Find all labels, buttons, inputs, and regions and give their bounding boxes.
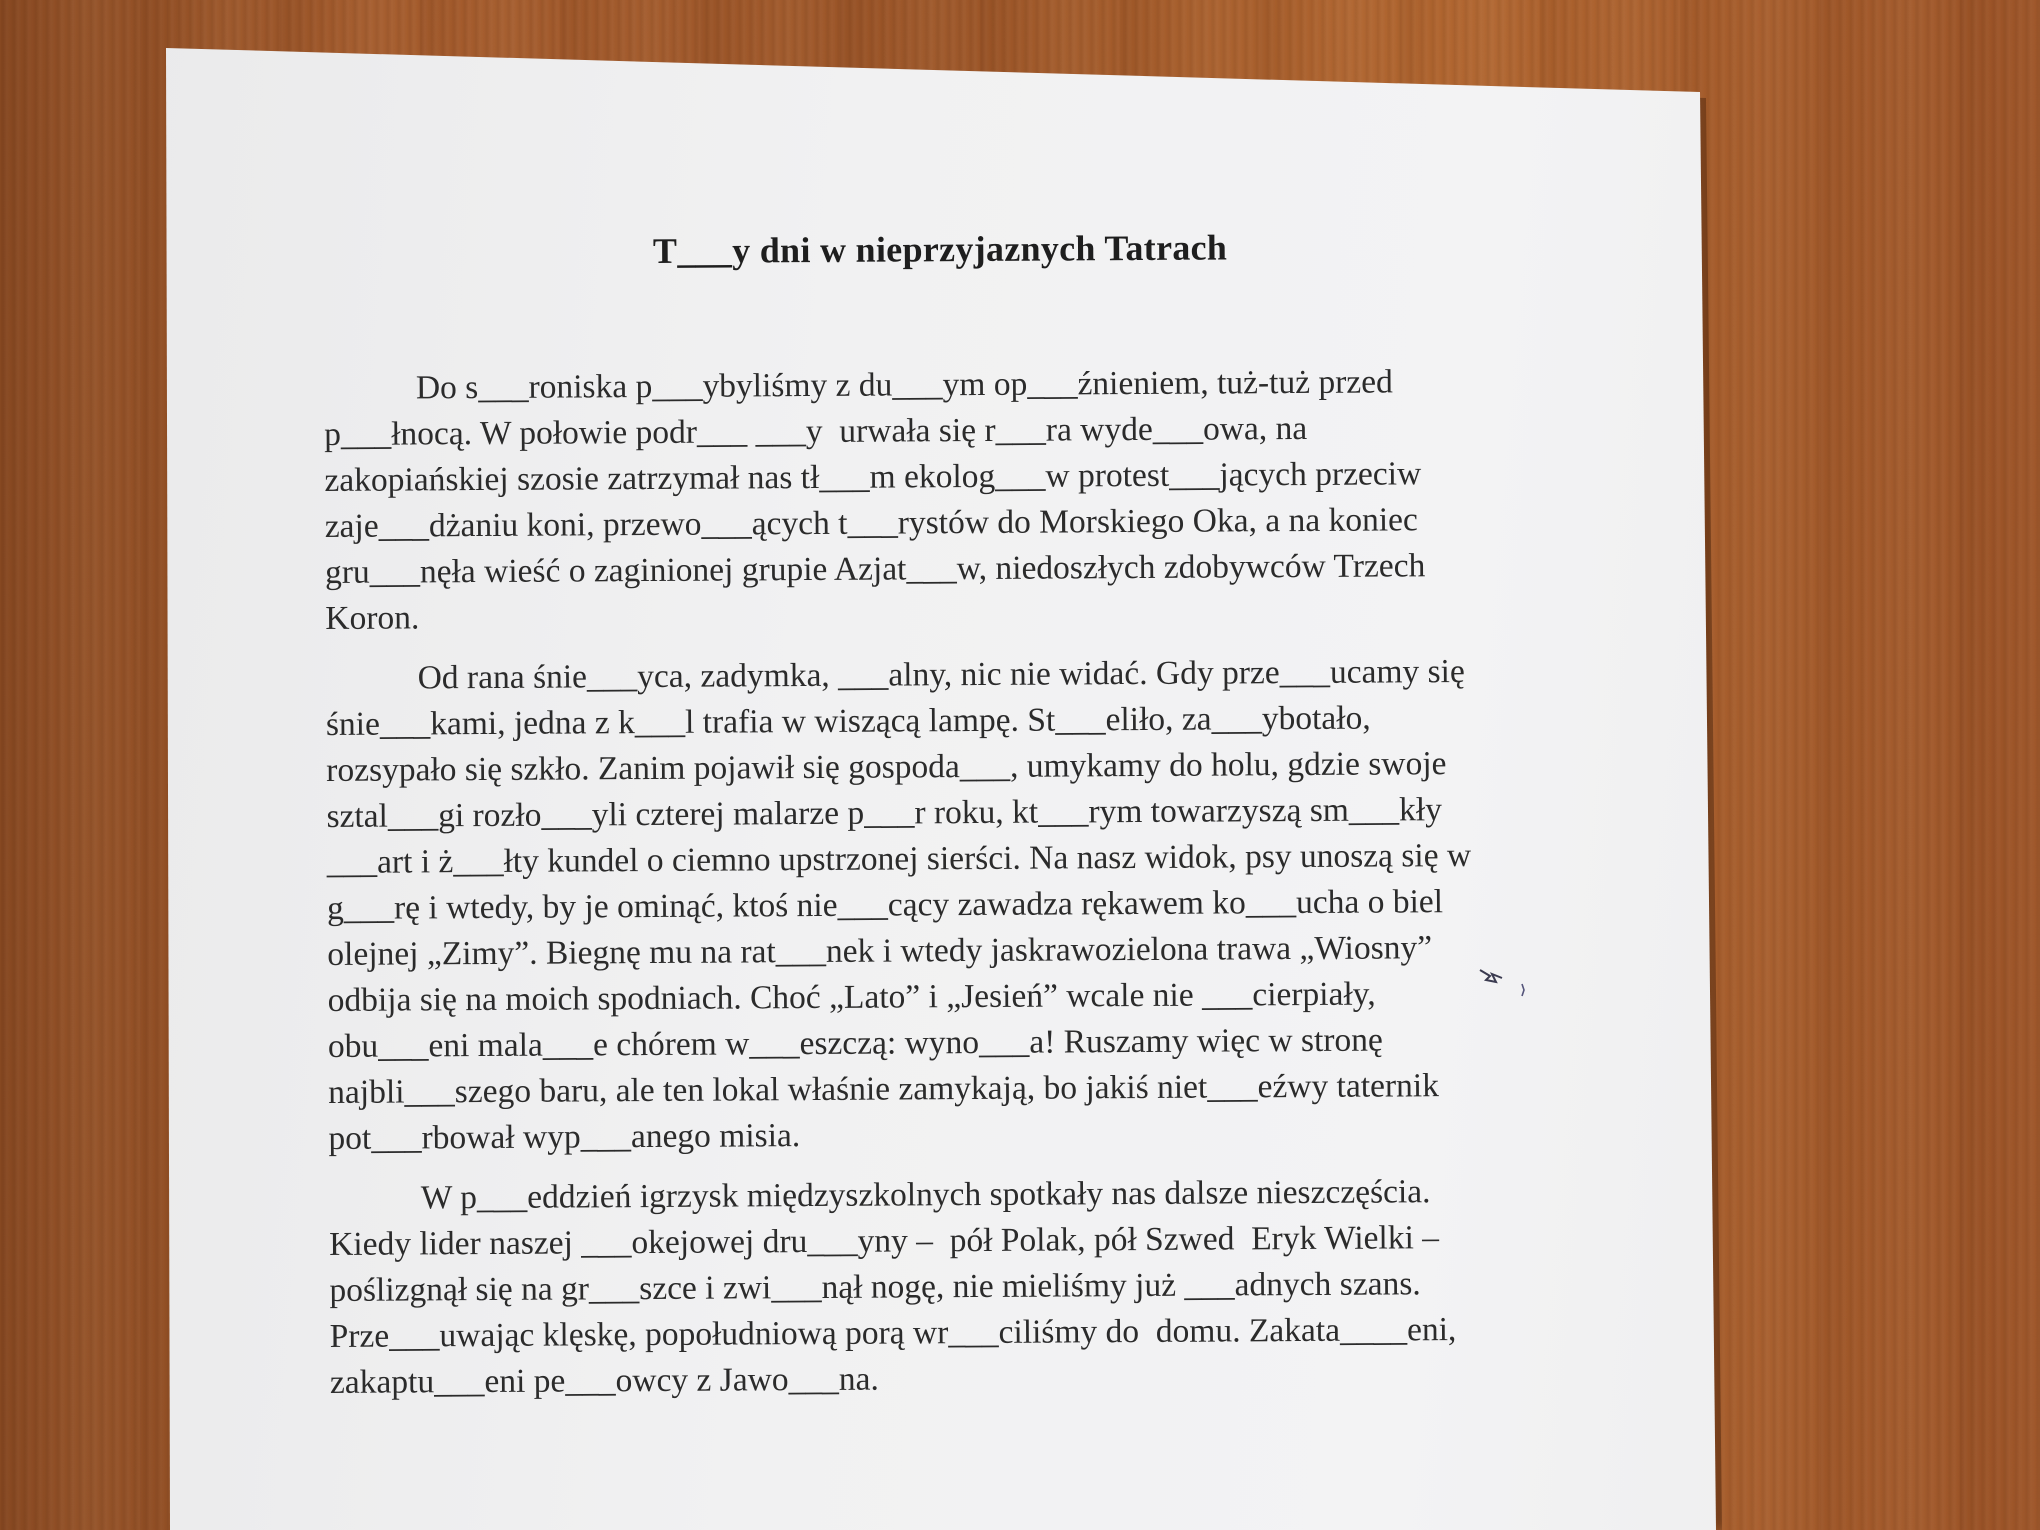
text-line: śnie___kami, jedna z k___l trafia w wiszącą lampę. St___eliło, za___ybotało, xyxy=(325,699,1371,743)
text-line: obu___eni mala___e chórem w___eszczą: wyno___a! Ruszamy więc w stronę xyxy=(327,1021,1383,1065)
worksheet-body xyxy=(324,359,1550,1420)
text-line: rozsypało się szkło. Zanim pojawił się gospoda___, umykamy do holu, gdzie swoje xyxy=(326,745,1447,789)
pen-dot-mark xyxy=(1516,982,1530,1000)
text-line: ___art i ż___łty kundel o ciemno upstrzonej sierści. Na nasz widok, psy unoszą się w xyxy=(326,836,1472,881)
text-line: odbija się na moich spodniach. Choć „Lato” i „Jesień” wcale nie ___cierpiały, xyxy=(327,975,1376,1019)
text-line: Do s___roniska p___ybyliśmy z du___ym op___źnieniem, tuż-tuż przed xyxy=(415,363,1393,407)
text-line: Prze___uwając klęskę, popołudniową porą wr___ciliśmy do domu. Zakata____eni, xyxy=(329,1311,1457,1355)
text-line: poślizgnął się na gr___szce i zwi___nął nogę, nie mieliśmy już ___adnych szans. xyxy=(329,1265,1421,1309)
text-line: zakopiańskiej szosie zatrzymał nas tł___m ekolog___w protest___jących przeciw xyxy=(324,455,1422,499)
text-line: najbli___szego baru, ale ten lokal właśnie zamykają, bo jakiś niet___eźwy taternik xyxy=(328,1067,1440,1111)
paragraph-1 xyxy=(324,359,1546,642)
text-line: zaje___dżaniu koni, przewo___ących t___rystów do Morskiego Oka, a na koniec xyxy=(324,501,1418,545)
paragraph-3 xyxy=(329,1169,1550,1406)
text-line: g___rę i wtedy, by je ominąć, ktoś nie___cący zawadza rękawem ko___ucha o biel xyxy=(326,883,1444,927)
pen-scribble-mark xyxy=(1476,962,1516,988)
text-line: p___łnocą. W połowie podr___ ___y urwała się r___ra wyde___owa, na xyxy=(324,409,1308,453)
text-line: W p___eddzień igrzysk międzyszkolnych spotkały nas dalsze nieszczęścia. xyxy=(420,1173,1431,1217)
text-line: zakaptu___eni pe___owcy z Jawo___na. xyxy=(329,1360,879,1401)
text-line: olejnej „Zimy”. Biegnę mu na rat___nek i wtedy jaskrawozielona trawa „Wiosny” xyxy=(327,929,1433,973)
text-line: Koron. xyxy=(325,599,420,637)
text-line: gru___nęła wieść o zaginionej grupie Azjat___w, niedoszłych zdobywców Trzech xyxy=(324,547,1426,591)
text-line: sztal___gi rozło___yli czterej malarze p___r roku, kt___rym towarzyszą sm___kły xyxy=(326,791,1443,835)
text-line: Od rana śnie___yca, zadymka, ___alny, nic nie widać. Gdy prze___ucamy się xyxy=(417,653,1465,697)
paragraph-2 xyxy=(326,649,1549,1162)
text-line: Kiedy lider naszej ___okejowej dru___yny – pół Polak, pół Szwed Eryk Wielki – xyxy=(329,1219,1440,1263)
text-line: pot___rbował wyp___anego misia. xyxy=(328,1117,801,1157)
worksheet-title: T___y dni w nieprzyjaznych Tatrach xyxy=(652,227,1228,271)
